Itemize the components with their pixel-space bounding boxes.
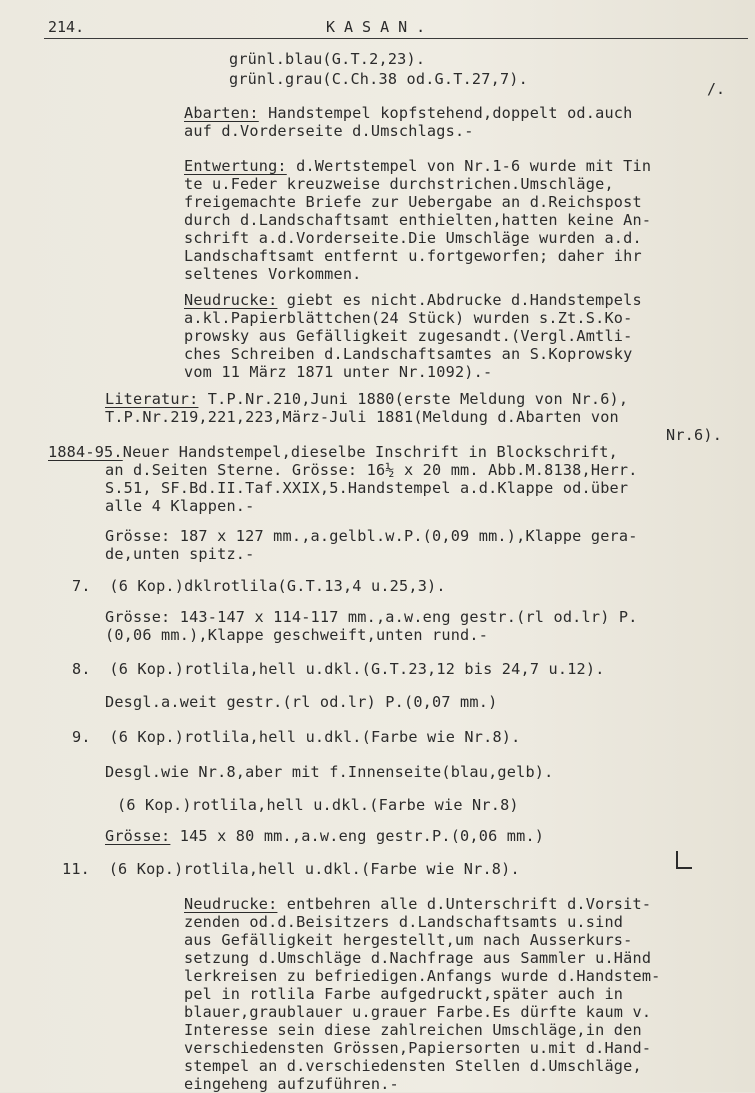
text-line <box>105 608 638 626</box>
line-text: schrift a.d.Vorderseite.Die Umschläge wurden a.d. <box>184 229 642 247</box>
text-line <box>184 122 474 140</box>
text-line <box>184 247 642 265</box>
line-text: (6 Kop.)rotlila,hell u.dkl.(Farbe wie Nr.8) <box>117 796 519 814</box>
header-rule <box>44 38 748 39</box>
text-line <box>105 763 554 781</box>
text-line <box>184 193 642 211</box>
text-line <box>184 949 651 967</box>
line-text: aus Gefälligkeit hergestellt,um nach Ausserkurs- <box>184 931 633 949</box>
line-text: (0,06 mm.),Klappe geschweift,unten rund.- <box>105 626 489 644</box>
section-label: Grösse: <box>105 827 171 845</box>
line-text: Grösse: 143-147 x 114-117 mm.,a.w.eng gestr.(rl od.lr) P. <box>105 608 638 626</box>
line-text: lerkreisen zu befriedigen.Anfangs wurde d.Handstem- <box>184 967 661 985</box>
text-line <box>229 70 528 88</box>
line-text: Handstempel kopfstehend,doppelt od.auch <box>258 104 633 122</box>
pencil-mark: /. <box>707 80 726 98</box>
line-text: 11. (6 Kop.)rotlila,hell u.dkl.(Farbe wie Nr.8). <box>62 860 520 878</box>
line-text: 8. (6 Kop.)rotlila,hell u.dkl.(G.T.23,12 bis 24,7 u.12). <box>72 660 605 678</box>
line-text: blauer,graublauer u.grauer Farbe.Es dürfte kaum v. <box>184 1003 652 1021</box>
text-line <box>105 479 628 497</box>
text-line <box>62 860 520 878</box>
line-text: Nr.6). <box>666 426 723 444</box>
text-line <box>105 626 488 644</box>
text-line <box>105 408 619 426</box>
section-label: Neudrucke: <box>184 291 278 309</box>
line-text: prowsky aus Gefälligkeit zugesandt.(Vergl.Amtli- <box>184 327 633 345</box>
text-line <box>184 985 623 1003</box>
section-label: Abarten: <box>184 104 259 122</box>
line-text: Landschaftsamt entfernt u.fortgeworfen; daher ihr <box>184 247 642 265</box>
line-text: te u.Feder kreuzweise durchstrichen.Umschläge, <box>184 175 614 193</box>
text-line <box>184 327 633 345</box>
page-title: KASAN. <box>326 18 435 36</box>
section-label: Neudrucke: <box>184 895 278 913</box>
line-text: auf d.Vorderseite d.Umschlags.- <box>184 122 474 140</box>
line-text: 145 x 80 mm.,a.w.eng gestr.P.(0,06 mm.) <box>170 827 545 845</box>
text-line <box>184 309 633 327</box>
text-line <box>184 265 362 283</box>
text-line <box>184 104 633 122</box>
text-line <box>105 527 638 545</box>
line-text: giebt es nicht.Abdrucke d.Handstempels <box>277 291 642 309</box>
text-line <box>666 426 722 444</box>
line-text: grünl.grau(C.Ch.38 od.G.T.27,7). <box>229 70 528 88</box>
line-text: de,unten spitz.- <box>105 545 255 563</box>
text-line <box>184 895 651 913</box>
line-text: eingeheng aufzuführen.- <box>184 1075 399 1093</box>
line-text: vom 11 März 1871 unter Nr.1092).- <box>184 363 493 381</box>
line-text: stempel an d.verschiedensten Stellen d.Umschläge, <box>184 1057 642 1075</box>
line-text: zenden od.d.Beisitzers d.Landschaftsamts u.sind <box>184 913 624 931</box>
line-text: alle 4 Klappen.- <box>105 497 255 515</box>
text-line <box>105 545 255 563</box>
line-text: ches Schreiben d.Landschaftsamtes an S.Koprowsky <box>184 345 633 363</box>
line-text: seltenes Vorkommen. <box>184 265 362 283</box>
corner-mark <box>676 851 692 869</box>
line-text: durch d.Landschaftsamt enthielten,hatten keine An- <box>184 211 652 229</box>
text-line <box>117 796 519 814</box>
page-number: 214. <box>48 18 85 36</box>
text-line <box>105 693 497 711</box>
text-line <box>184 363 492 381</box>
text-line <box>184 291 642 309</box>
text-line <box>184 211 651 229</box>
text-line <box>184 157 651 175</box>
line-text: grünl.blau(G.T.2,23). <box>229 50 426 68</box>
line-text: Desgl.a.weit gestr.(rl od.lr) P.(0,07 mm.) <box>105 693 498 711</box>
line-text: verschiedensten Grössen,Papiersorten u.mit d.Hand- <box>184 1039 652 1057</box>
text-line <box>48 443 618 461</box>
line-text: Interesse sein diese zahlreichen Umschläge,in den <box>184 1021 642 1039</box>
text-line <box>184 1021 642 1039</box>
line-text: S.51, SF.Bd.II.Taf.XXIX,5.Handstempel a.d.Klappe od.über <box>105 479 629 497</box>
line-text: a.kl.Papierblättchen(24 Stück) wurden s.Zt.S.Ko- <box>184 309 633 327</box>
line-text: 7. (6 Kop.)dklrotlila(G.T.13,4 u.25,3). <box>72 577 446 595</box>
text-line <box>105 827 544 845</box>
text-line <box>105 461 638 479</box>
line-text: 9. (6 Kop.)rotlila,hell u.dkl.(Farbe wie Nr.8). <box>72 728 521 746</box>
text-line <box>184 913 623 931</box>
text-line <box>184 1039 651 1057</box>
section-label: Literatur: <box>105 390 199 408</box>
text-line <box>184 345 633 363</box>
section-label: 1884-95. <box>48 443 123 461</box>
text-line <box>72 577 446 595</box>
line-text: entbehren alle d.Unterschrift d.Vorsit- <box>277 895 652 913</box>
line-text: an d.Seiten Sterne. Grösse: 16½ x 20 mm. Abb.M.8138,Herr. <box>105 461 638 479</box>
line-text: Neuer Handstempel,dieselbe Inschrift in Blockschrift, <box>122 443 618 461</box>
text-line <box>184 931 633 949</box>
text-line <box>105 497 255 515</box>
text-line <box>72 728 521 746</box>
line-text: T.P.Nr.210,Juni 1880(erste Meldung von Nr.6), <box>198 390 629 408</box>
line-text: Grösse: 187 x 127 mm.,a.gelbl.w.P.(0,09 mm.),Klappe gera- <box>105 527 638 545</box>
line-text: pel in rotlila Farbe aufgedruckt,später auch in <box>184 985 624 1003</box>
text-line <box>105 390 628 408</box>
text-line <box>184 967 661 985</box>
line-text: Desgl.wie Nr.8,aber mit f.Innenseite(blau,gelb). <box>105 763 554 781</box>
text-line <box>184 1057 642 1075</box>
line-text: setzung d.Umschläge d.Nachfrage aus Sammler u.Händ <box>184 949 652 967</box>
text-line <box>184 229 642 247</box>
line-text: d.Wertstempel von Nr.1-6 wurde mit Tin <box>286 157 652 175</box>
text-line <box>184 1075 399 1093</box>
text-line <box>72 660 605 678</box>
line-text: T.P.Nr.219,221,223,März-Juli 1881(Meldung d.Abarten von <box>105 408 619 426</box>
line-text: freigemachte Briefe zur Uebergabe an d.Reichspost <box>184 193 642 211</box>
text-line <box>229 50 425 68</box>
text-line <box>184 1003 651 1021</box>
text-line <box>184 175 614 193</box>
section-label: Entwertung: <box>184 157 287 175</box>
